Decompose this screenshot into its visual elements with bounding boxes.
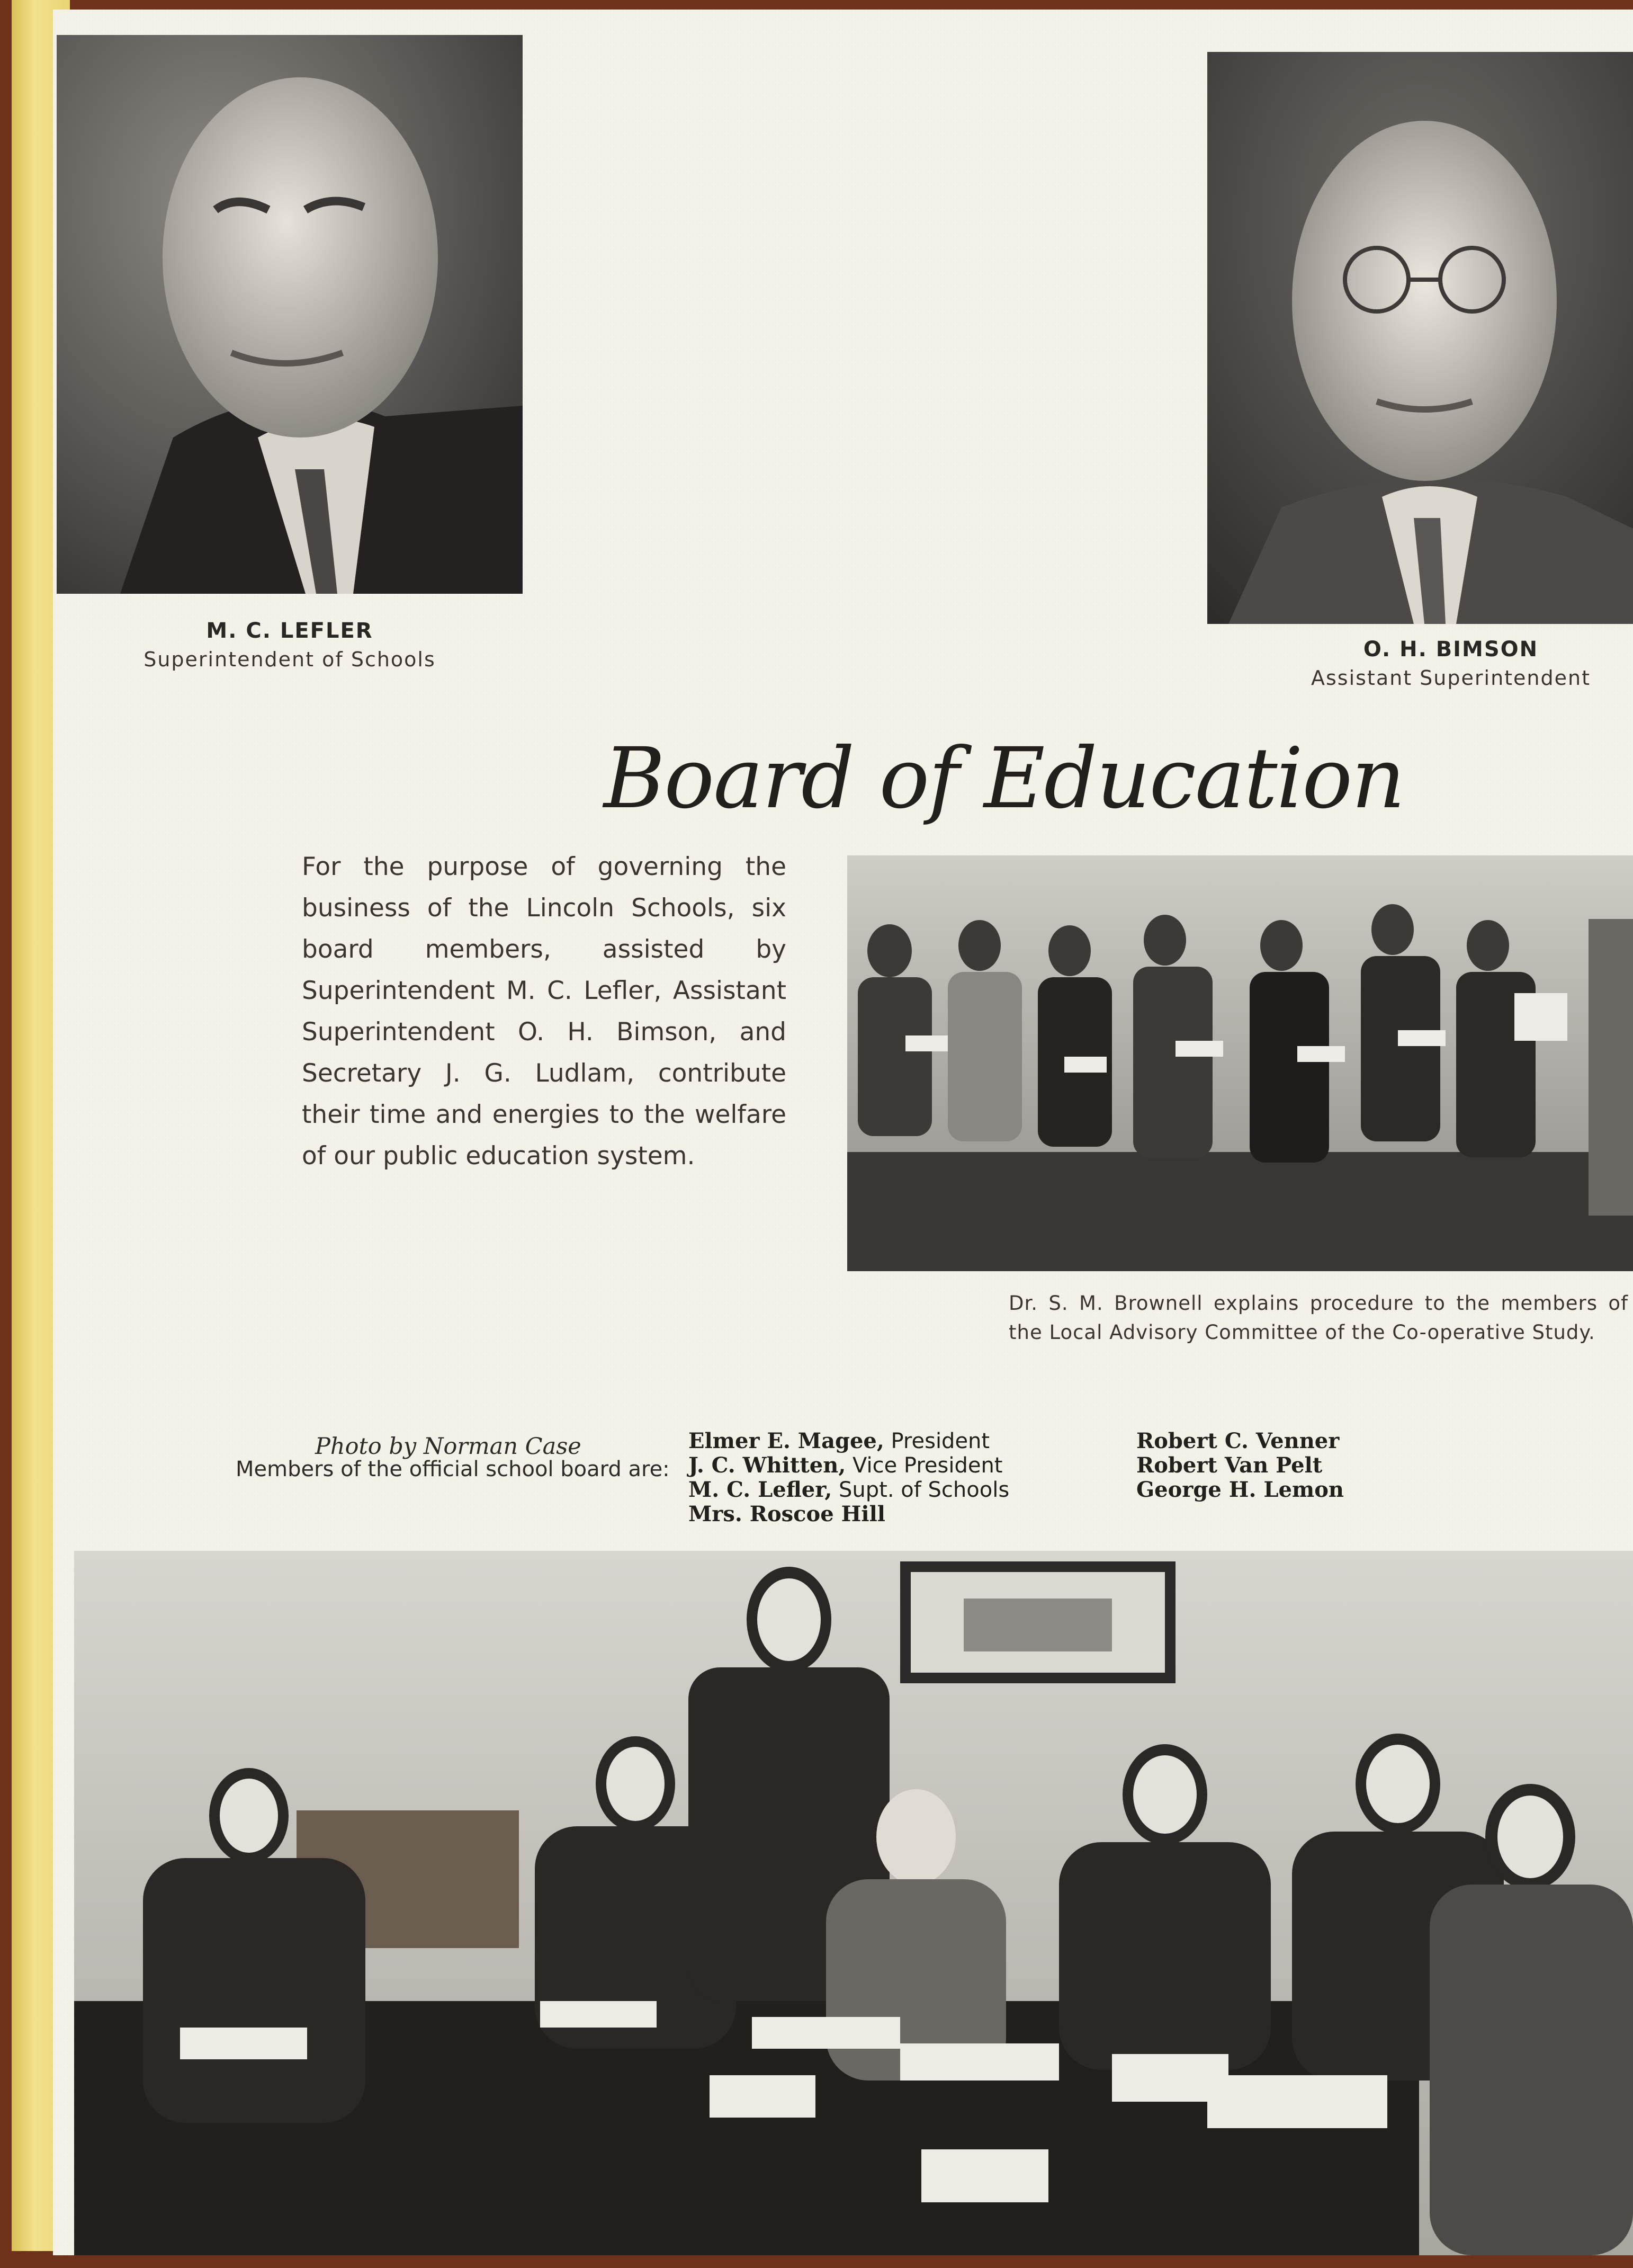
portrait-title-lefler: Superintendent of Schools bbox=[143, 648, 436, 671]
member-item: M. C. Lefler, Supt. of Schools bbox=[688, 1477, 1010, 1502]
portrait-title-bimson: Assistant Superintendent bbox=[1311, 666, 1591, 690]
portrait-name-lefler: M. C. LEFLER bbox=[206, 619, 373, 643]
advisory-committee-caption: Dr. S. M. Brownell explains procedure to the members of the Local Advisory Committee of the Co-operative Study. bbox=[1009, 1292, 1628, 1344]
member-item: Mrs. Roscoe Hill bbox=[688, 1502, 885, 1526]
member-item: Robert C. Venner bbox=[1136, 1428, 1340, 1453]
advisory-committee-photo bbox=[847, 855, 1633, 1271]
yearbook-page bbox=[53, 10, 1633, 2255]
members-list-2 bbox=[1136, 1429, 1344, 1502]
page-title: Board of Education bbox=[604, 730, 1404, 827]
member-item: Robert Van Pelt bbox=[1136, 1453, 1323, 1478]
photo-credit: Photo by Norman Case bbox=[315, 1433, 581, 1460]
member-item: George H. Lemon bbox=[1136, 1477, 1344, 1502]
portrait-photo-lefler bbox=[57, 35, 523, 594]
member-item: Elmer E. Magee, President bbox=[688, 1428, 990, 1453]
portrait-photo-bimson bbox=[1207, 52, 1633, 624]
member-item: J. C. Whitten, Vice President bbox=[688, 1453, 1003, 1478]
school-board-photo bbox=[74, 1551, 1633, 2255]
members-list-1 bbox=[688, 1429, 1009, 1526]
members-label: Members of the official school board are: bbox=[236, 1457, 670, 1481]
portrait-name-bimson: O. H. BIMSON bbox=[1363, 637, 1539, 662]
intro-paragraph: For the purpose of governing the business of the Lincoln Schools, six board members, assisted by Superintendent M. C. Lefler, Assistant Superintendent O. H. Bimson, and Secretary J. G. Ludlam, contribute their time and energies to the welfare of our public education system. bbox=[302, 852, 786, 1171]
